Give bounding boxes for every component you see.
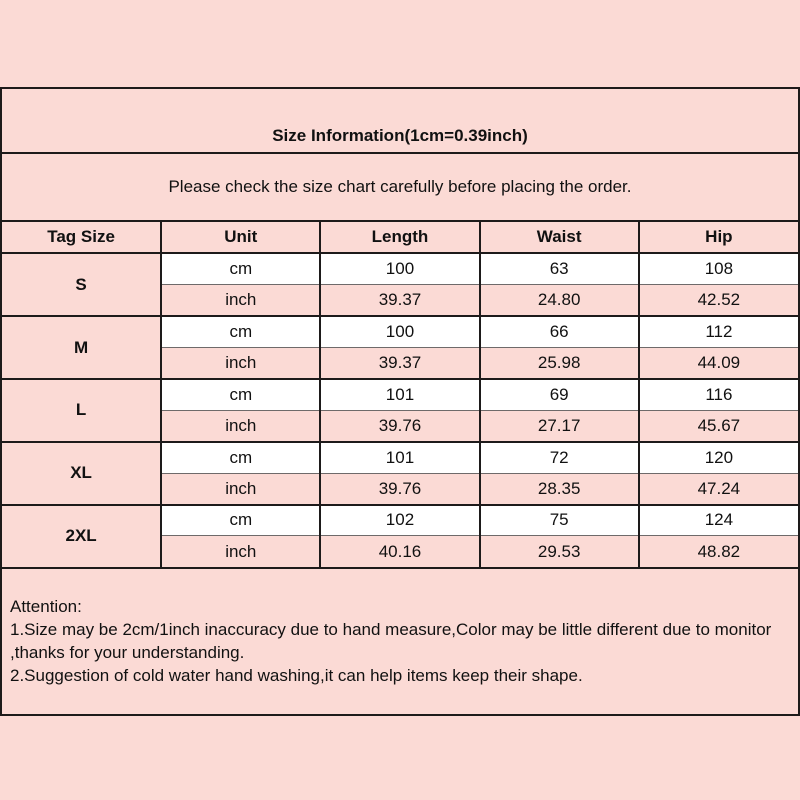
unit-cell: cm [161,316,320,347]
value-cell: 28.35 [480,473,639,504]
value-cell: 108 [639,253,798,284]
table-row-cm [2,379,798,410]
value-cell: 45.67 [639,410,798,441]
table-row-cm [2,442,798,473]
value-cell: 42.52 [639,285,798,316]
value-cell: 112 [639,316,798,347]
attention-heading: Attention: [10,597,82,617]
unit-cell: inch [161,285,320,316]
value-cell: 47.24 [639,473,798,504]
size-label: S [2,253,161,316]
value-cell: 48.82 [639,536,798,567]
size-table [2,222,798,567]
subtitle-text: Please check the size chart carefully before placing the order. [168,177,632,196]
value-cell: 40.16 [320,536,479,567]
size-table-body [2,253,798,567]
value-cell: 66 [480,316,639,347]
column-header-length: Length [320,222,479,253]
attention-note-1: 1.Size may be 2cm/1inch inaccuracy due to hand measure,Color may be little different due to monitor ,thanks for your understanding. [10,620,772,663]
page-title: Size Information(1cm=0.39inch) [272,126,528,145]
value-cell: 102 [320,505,479,536]
value-cell: 72 [480,442,639,473]
value-cell: 44.09 [639,348,798,379]
value-cell: 27.17 [480,410,639,441]
value-cell: 39.76 [320,473,479,504]
size-label: 2XL [2,505,161,568]
table-header-row [2,222,798,253]
value-cell: 120 [639,442,798,473]
title-section [2,89,798,154]
value-cell: 39.76 [320,410,479,441]
unit-cell: cm [161,253,320,284]
size-label: L [2,379,161,442]
column-header-hip: Hip [639,222,798,253]
value-cell: 25.98 [480,348,639,379]
unit-cell: inch [161,473,320,504]
value-cell: 101 [320,379,479,410]
unit-cell: cm [161,442,320,473]
table-row-cm [2,316,798,347]
size-label: XL [2,442,161,505]
value-cell: 69 [480,379,639,410]
table-row-cm [2,253,798,284]
value-cell: 24.80 [480,285,639,316]
column-header-waist: Waist [480,222,639,253]
unit-cell: inch [161,536,320,567]
attention-note-2: 2.Suggestion of cold water hand washing,it can help items keep their shape. [10,666,583,686]
value-cell: 116 [639,379,798,410]
unit-cell: cm [161,379,320,410]
value-cell: 100 [320,316,479,347]
value-cell: 63 [480,253,639,284]
subtitle-section [2,154,798,222]
size-table-head [2,222,798,253]
attention-section [2,567,798,714]
column-header-tag-size: Tag Size [2,222,161,253]
column-header-unit: Unit [161,222,320,253]
value-cell: 100 [320,253,479,284]
value-cell: 39.37 [320,348,479,379]
table-row-cm [2,505,798,536]
value-cell: 101 [320,442,479,473]
size-label: M [2,316,161,379]
value-cell: 29.53 [480,536,639,567]
value-cell: 75 [480,505,639,536]
value-cell: 39.37 [320,285,479,316]
unit-cell: inch [161,348,320,379]
unit-cell: inch [161,410,320,441]
value-cell: 124 [639,505,798,536]
info-box [0,87,800,716]
unit-cell: cm [161,505,320,536]
